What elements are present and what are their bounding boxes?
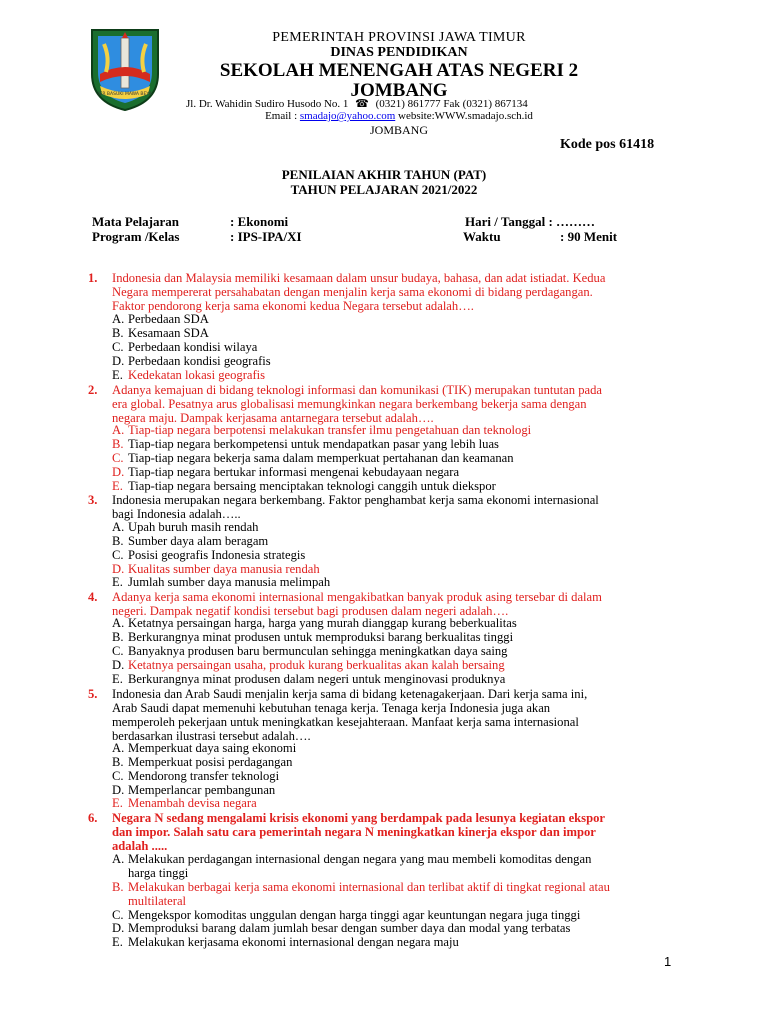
option-letter: B. — [112, 880, 124, 894]
option-2e[interactable] — [112, 480, 692, 494]
option-text: Melakukan berbagai kerja sama ekonomi internasional dan terlibat aktif di tingkat regional atau — [128, 880, 610, 894]
question-text-line: Indonesia dan Malaysia memiliki kesamaan dalam unsur budaya, bahasa, dan adat istiadat. Kedua — [112, 271, 606, 285]
option-text: Tiap-tiap negara berpotensi melakukan transfer ilmu pengetahuan dan teknologi — [128, 423, 532, 437]
option-4a[interactable] — [112, 617, 692, 631]
option-1a[interactable] — [112, 313, 692, 327]
question-text-line: bagi Indonesia adalah….. — [112, 507, 241, 521]
option-letter: D. — [112, 783, 125, 797]
question-number: 4. — [88, 590, 98, 604]
option-letter: B. — [112, 755, 124, 769]
question-4 — [88, 590, 688, 618]
option-letter: D. — [112, 658, 125, 672]
option-text-continued: harga tinggi — [128, 865, 189, 880]
question-number: 2. — [88, 383, 98, 397]
date-label: Hari / Tanggal : ……… — [465, 214, 596, 229]
option-letter: A. — [112, 312, 125, 326]
address-phone-fax: (0321) 861777 Fak (0321) 867134 — [375, 98, 528, 110]
question-text-line: negara maju. Dampak kerjasama antarnegara tersebut adalah…. — [112, 411, 434, 425]
option-letter: B. — [112, 630, 124, 644]
option-text: Tiap-tiap negara bertukar informasi mengenai kebudayaan negara — [128, 465, 460, 479]
header-city: JOMBANG — [369, 123, 428, 137]
option-text: Memperkuat posisi perdagangan — [128, 755, 293, 769]
question-text-line: adalah ..... — [112, 839, 168, 853]
option-letter: E. — [112, 796, 123, 810]
svg-text:JER BASUKI MAWA BEYA: JER BASUKI MAWA BEYA — [98, 92, 152, 97]
question-text-line: Negara mempererat persahabatan dengan menjalin kerja sama ekonomi di bidang perdagangan. — [112, 285, 593, 299]
option-5b[interactable] — [112, 756, 692, 770]
option-text: Tiap-tiap negara berkompetensi untuk mendapatkan pasar yang lebih luas — [128, 437, 499, 451]
option-letter: C. — [112, 451, 124, 465]
option-text: Memproduksi barang dalam jumlah besar dengan sumber daya dan modal yang terbatas — [128, 921, 571, 935]
class-value: : IPS-IPA/XI — [230, 229, 302, 244]
option-text: Menambah devisa negara — [128, 796, 257, 810]
option-letter: A. — [112, 741, 125, 755]
option-2c[interactable] — [112, 452, 692, 466]
question-2 — [88, 383, 688, 425]
option-text: Perbedaan kondisi geografis — [128, 354, 271, 368]
question-text-line: Indonesia dan Arab Saudi menjalin kerja sama di bidang ketenagakerjaan. Dari kerja sama ini, — [112, 687, 588, 701]
time-label: Waktu — [463, 229, 501, 244]
question-text-line: Arab Saudi dapat memenuhi kebutuhan tenaga kerja. Tenaga kerja Indonesia juga akan — [112, 701, 551, 715]
option-6d[interactable] — [112, 922, 692, 936]
page-number: 1 — [664, 954, 672, 969]
option-1e[interactable] — [112, 369, 692, 383]
option-2b[interactable] — [112, 438, 692, 452]
option-text: Memperlancar pembangunan — [128, 783, 276, 797]
option-6e[interactable] — [112, 936, 692, 950]
option-letter: C. — [112, 548, 124, 562]
question-text-line: era global. Pesatnya arus globalisasi memungkinkan negara berkembang bekerja sama dengan — [112, 397, 587, 411]
option-letter: C. — [112, 340, 124, 354]
option-3b[interactable] — [112, 535, 692, 549]
option-text: Perbedaan SDA — [128, 312, 209, 326]
option-3c[interactable] — [112, 549, 692, 563]
question-text-line: Indonesia merupakan negara berkembang. Faktor penghambat kerja sama ekonomi internasional — [112, 493, 599, 507]
option-5a[interactable] — [112, 742, 692, 756]
class-label: Program /Kelas — [92, 229, 180, 244]
header-school-city: JOMBANG — [350, 80, 448, 101]
option-text: Banyaknya produsen baru bermunculan sehingga meningkatkan daya saing — [128, 644, 508, 658]
question-text-line: Adanya kerja sama ekonomi internasional mengakibatkan banyak produk asing tersebar di dalam — [112, 590, 602, 604]
question-6 — [88, 811, 688, 853]
option-text: Mengekspor komoditas unggulan dengan harga tinggi agar keuntungan negara juga tinggi — [128, 908, 581, 922]
email-link[interactable]: smadajo@yahoo.com — [299, 110, 396, 122]
option-letter: D. — [112, 921, 125, 935]
option-6a[interactable] — [112, 853, 692, 880]
option-letter: E. — [112, 575, 123, 589]
option-letter: B. — [112, 326, 124, 340]
option-text: Berkurangnya minat produsen dalam negeri untuk menginovasi produknya — [128, 672, 506, 686]
option-5c[interactable] — [112, 770, 692, 784]
option-3a[interactable] — [112, 521, 692, 535]
question-text-line: berdasarkan ilustrasi tersebut adalah…. — [112, 729, 311, 743]
option-2d[interactable] — [112, 466, 692, 480]
website-text: website:WWW.smadajo.sch.id — [395, 110, 533, 122]
option-letter: E. — [112, 479, 123, 493]
question-number: 1. — [88, 271, 98, 285]
option-2a[interactable] — [112, 424, 692, 438]
question-number: 6. — [88, 811, 98, 825]
question-text-line: Faktor pendorong kerja sama ekonomi kedua Negara tersebut adalah…. — [112, 299, 474, 313]
school-contact — [0, 110, 768, 122]
question-text-line: memperoleh pekerjaan untuk meningkatkan kesejahteraan. Manfaat kerja sama internasional — [112, 715, 579, 729]
option-text: Kedekatan lokasi geografis — [128, 368, 266, 382]
option-4d[interactable] — [112, 659, 692, 673]
option-letter: A. — [112, 520, 125, 534]
option-1c[interactable] — [112, 341, 692, 355]
option-text: Melakukan kerjasama ekonomi internasional dengan negara maju — [128, 935, 459, 949]
option-text: Mendorong transfer teknologi — [128, 769, 280, 783]
school-address — [186, 97, 528, 110]
option-letter: E. — [112, 935, 123, 949]
option-letter: E. — [112, 672, 123, 686]
option-letter: C. — [112, 769, 124, 783]
option-text: Perbedaan kondisi wilaya — [128, 340, 258, 354]
header-government: PEMERINTAH PROVINSI JAWA TIMUR — [272, 30, 526, 45]
option-letter: A. — [112, 423, 125, 437]
question-text-line: Adanya kemajuan di bidang teknologi informasi dan komunikasi (TIK) merupakan tuntutan pada — [112, 383, 602, 397]
option-text: Tiap-tiap negara bekerja sama dalam memperkuat pertahanan dan keamanan — [128, 451, 514, 465]
question-number: 5. — [88, 687, 98, 701]
time-value: : 90 Menit — [560, 229, 618, 244]
option-1b[interactable] — [112, 327, 692, 341]
exam-year: TAHUN PELAJARAN 2021/2022 — [290, 182, 478, 197]
option-letter: C. — [112, 908, 124, 922]
option-4b[interactable] — [112, 631, 692, 645]
question-3 — [88, 493, 688, 521]
option-text: Sumber daya alam beragam — [128, 534, 269, 548]
option-letter: C. — [112, 644, 124, 658]
address-street: Jl. Dr. Wahidin Sudiro Husodo No. 1 — [186, 98, 349, 110]
option-letter: B. — [112, 534, 124, 548]
question-number: 3. — [88, 493, 98, 507]
option-text: Ketatnya persaingan harga, harga yang murah dianggap kurang beberkualitas — [128, 616, 517, 630]
option-4c[interactable] — [112, 645, 692, 659]
option-text-continued: multilateral — [128, 893, 187, 908]
option-text: Memperkuat daya saing ekonomi — [128, 741, 297, 755]
option-text: Kesamaan SDA — [128, 326, 209, 340]
question-1 — [88, 271, 688, 313]
option-text: Upah buruh masih rendah — [128, 520, 259, 534]
header-department: DINAS PENDIDIKAN — [330, 45, 468, 60]
option-text: Berkurangnya minat produsen untuk memproduksi barang berkualitas tinggi — [128, 630, 514, 644]
option-text: Melakukan perdagangan internasional dengan negara yang mau membeli komoditas dengan — [128, 852, 592, 866]
option-letter: B. — [112, 437, 124, 451]
subject-label: Mata Pelajaran — [92, 214, 180, 229]
option-3e[interactable] — [112, 576, 692, 590]
option-4e[interactable] — [112, 673, 692, 687]
option-5e[interactable] — [112, 797, 692, 811]
question-text-line: Negara N sedang mengalami krisis ekonomi yang berdampak pada lesunya kegiatan ekspor — [112, 811, 605, 825]
question-5 — [88, 687, 688, 743]
phone-icon: ☎ — [355, 98, 369, 110]
option-letter: A. — [112, 852, 125, 866]
subject-value: : Ekonomi — [230, 214, 289, 229]
option-text: Posisi geografis Indonesia strategis — [128, 548, 306, 562]
option-text: Tiap-tiap negara bersaing menciptakan teknologi canggih untuk diekspor — [128, 479, 496, 493]
option-letter: A. — [112, 616, 125, 630]
email-label: Email : — [265, 110, 300, 122]
option-1d[interactable] — [112, 355, 692, 369]
option-letter: E. — [112, 368, 123, 382]
question-text-line: negeri. Dampak negatif kondisi tersebut bagi produsen dalam negeri adalah…. — [112, 604, 509, 618]
postal-code: Kode pos 61418 — [560, 137, 655, 152]
exam-title: PENILAIAN AKHIR TAHUN (PAT) — [281, 167, 487, 182]
header-school-name: SEKOLAH MENENGAH ATAS NEGERI 2 — [219, 60, 579, 81]
option-text: Jumlah sumber daya manusia melimpah — [128, 575, 331, 589]
option-text: Ketatnya persaingan usaha, produk kurang berkualitas akan kalah bersaing — [128, 658, 505, 672]
option-letter: D. — [112, 354, 125, 368]
option-text: Kualitas sumber daya manusia rendah — [128, 562, 320, 576]
question-text-line: dan impor. Salah satu cara pemerintah negara N meningkatkan kinerja ekspor dan impor — [112, 825, 596, 839]
option-6b[interactable] — [112, 881, 692, 908]
option-letter: D. — [112, 465, 125, 479]
option-letter: D. — [112, 562, 125, 576]
